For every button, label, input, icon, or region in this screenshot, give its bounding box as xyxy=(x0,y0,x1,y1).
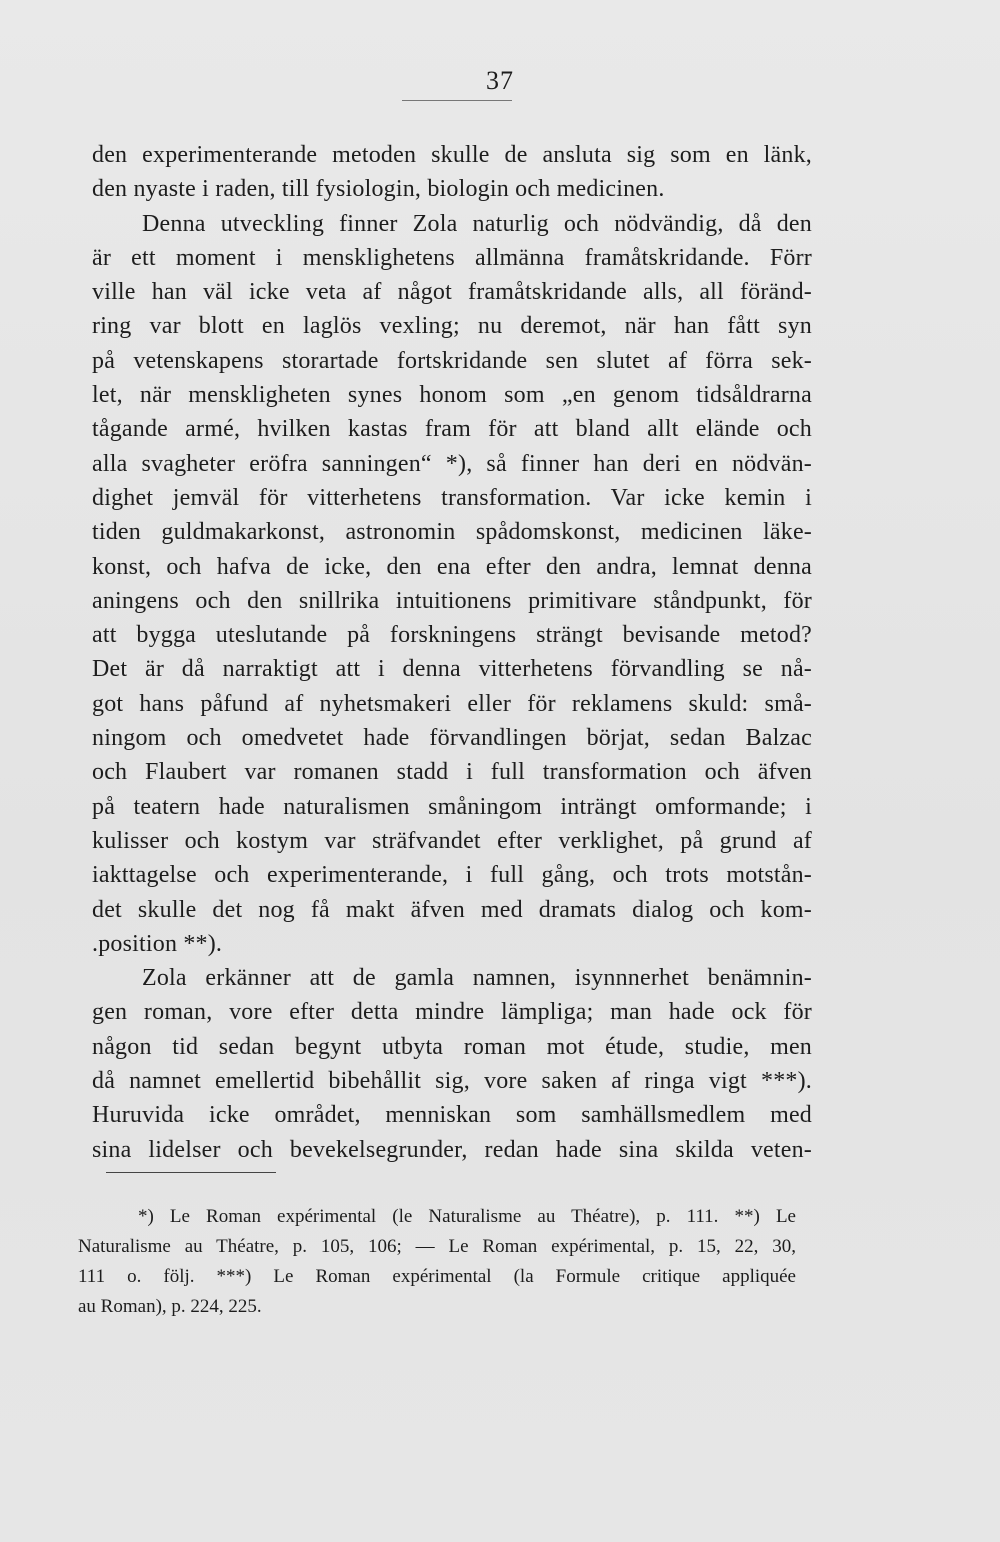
header-rule xyxy=(402,100,512,101)
body-text xyxy=(92,138,812,1167)
text-line: tågande armé, hvilken kastas fram för att bland allt elände och xyxy=(92,416,812,443)
text-line: gen roman, vore efter detta mindre lämpliga; man hade ock för xyxy=(92,999,812,1026)
text-line: Zola erkänner att de gamla namnen, isynnnerhet benämnin- xyxy=(142,965,812,992)
text-line: let, när menskligheten synes honom som „en genom tidsåldrarna xyxy=(92,382,812,409)
text-line: på vetenskapens storartade fortskridande sen slutet af förra sek- xyxy=(92,347,812,374)
text-line: är ett moment i mensklighetens allmänna framåtskridande. Förr xyxy=(92,244,812,271)
text-line: det skulle det nog få makt äfven med dramats dialog och kom- xyxy=(92,896,812,923)
text-line: kulisser och kostym var sträfvandet efter verklighet, på grund af xyxy=(92,827,812,854)
text-line: Denna utveckling finner Zola naturlig och nödvändig, då den xyxy=(142,210,812,237)
text-line: ville han väl icke veta af något framåtskridande alls, all föränd- xyxy=(92,279,812,306)
text-line: ring var blott en laglös vexling; nu deremot, när han fått syn xyxy=(92,313,812,340)
footnote-line: Naturalisme au Théatre, p. 105, 106; — Le Roman expérimental, p. 15, 22, 30, xyxy=(78,1236,796,1257)
text-line: konst, och hafva de icke, den ena efter den andra, lemnat denna xyxy=(92,553,812,580)
text-line: got hans påfund af nyhetsmakeri eller för reklamens skuld: små- xyxy=(92,690,812,717)
text-line: dighet jemväl för vitterhetens transformation. Var icke kemin i xyxy=(92,484,812,511)
text-line: på teatern hade naturalismen småningom inträngt omformande; i xyxy=(92,793,812,820)
text-line: att bygga uteslutande på forskningens strängt bevisande metod? xyxy=(92,622,812,649)
text-line: aningens och den snillrika intuitionens primitivare ståndpunkt, för xyxy=(92,587,812,614)
page-number: 37 xyxy=(486,66,514,95)
footnote-line: au Roman), p. 224, 225. xyxy=(78,1296,262,1317)
text-line: iakttagelse och experimenterande, i full gång, och trots motstån- xyxy=(92,862,812,889)
text-line: alla svagheter eröfra sanningen“ *), så finner han deri en nödvän- xyxy=(92,450,812,477)
text-line: den experimenterande metoden skulle de ansluta sig som en länk, xyxy=(92,142,812,168)
footnote-rule xyxy=(106,1172,276,1173)
text-line: .position **). xyxy=(92,930,223,957)
text-line: tiden guldmakarkonst, astronomin spådomskonst, medicinen läke- xyxy=(92,519,812,546)
text-line: då namnet emellertid bibehållit sig, vore saken af ringa vigt ***). xyxy=(92,1068,812,1095)
footnote-line: *) Le Roman expérimental (le Naturalisme au Théatre), p. 111. **) Le xyxy=(138,1206,796,1227)
footnotes xyxy=(78,1202,796,1322)
footnote-line: 111 o. följ. ***) Le Roman expérimental (la Formule critique appliquée xyxy=(78,1266,796,1287)
text-line: någon tid sedan begynt utbyta roman mot étude, studie, men xyxy=(92,1033,812,1060)
text-line: Huruvida icke området, menniskan som samhällsmedlem med xyxy=(92,1102,812,1129)
text-line: den nyaste i raden, till fysiologin, biologin och medicinen. xyxy=(92,176,665,203)
text-line: ningom och omedvetet hade förvandlingen börjat, sedan Balzac xyxy=(92,725,812,752)
text-line: Det är då narraktigt att i denna vitterhetens förvandling se nå- xyxy=(92,656,812,683)
text-line: sina lidelser och bevekelsegrunder, redan hade sina skilda veten- xyxy=(92,1136,812,1163)
text-line: och Flaubert var romanen stadd i full transformation och äfven xyxy=(92,759,812,786)
